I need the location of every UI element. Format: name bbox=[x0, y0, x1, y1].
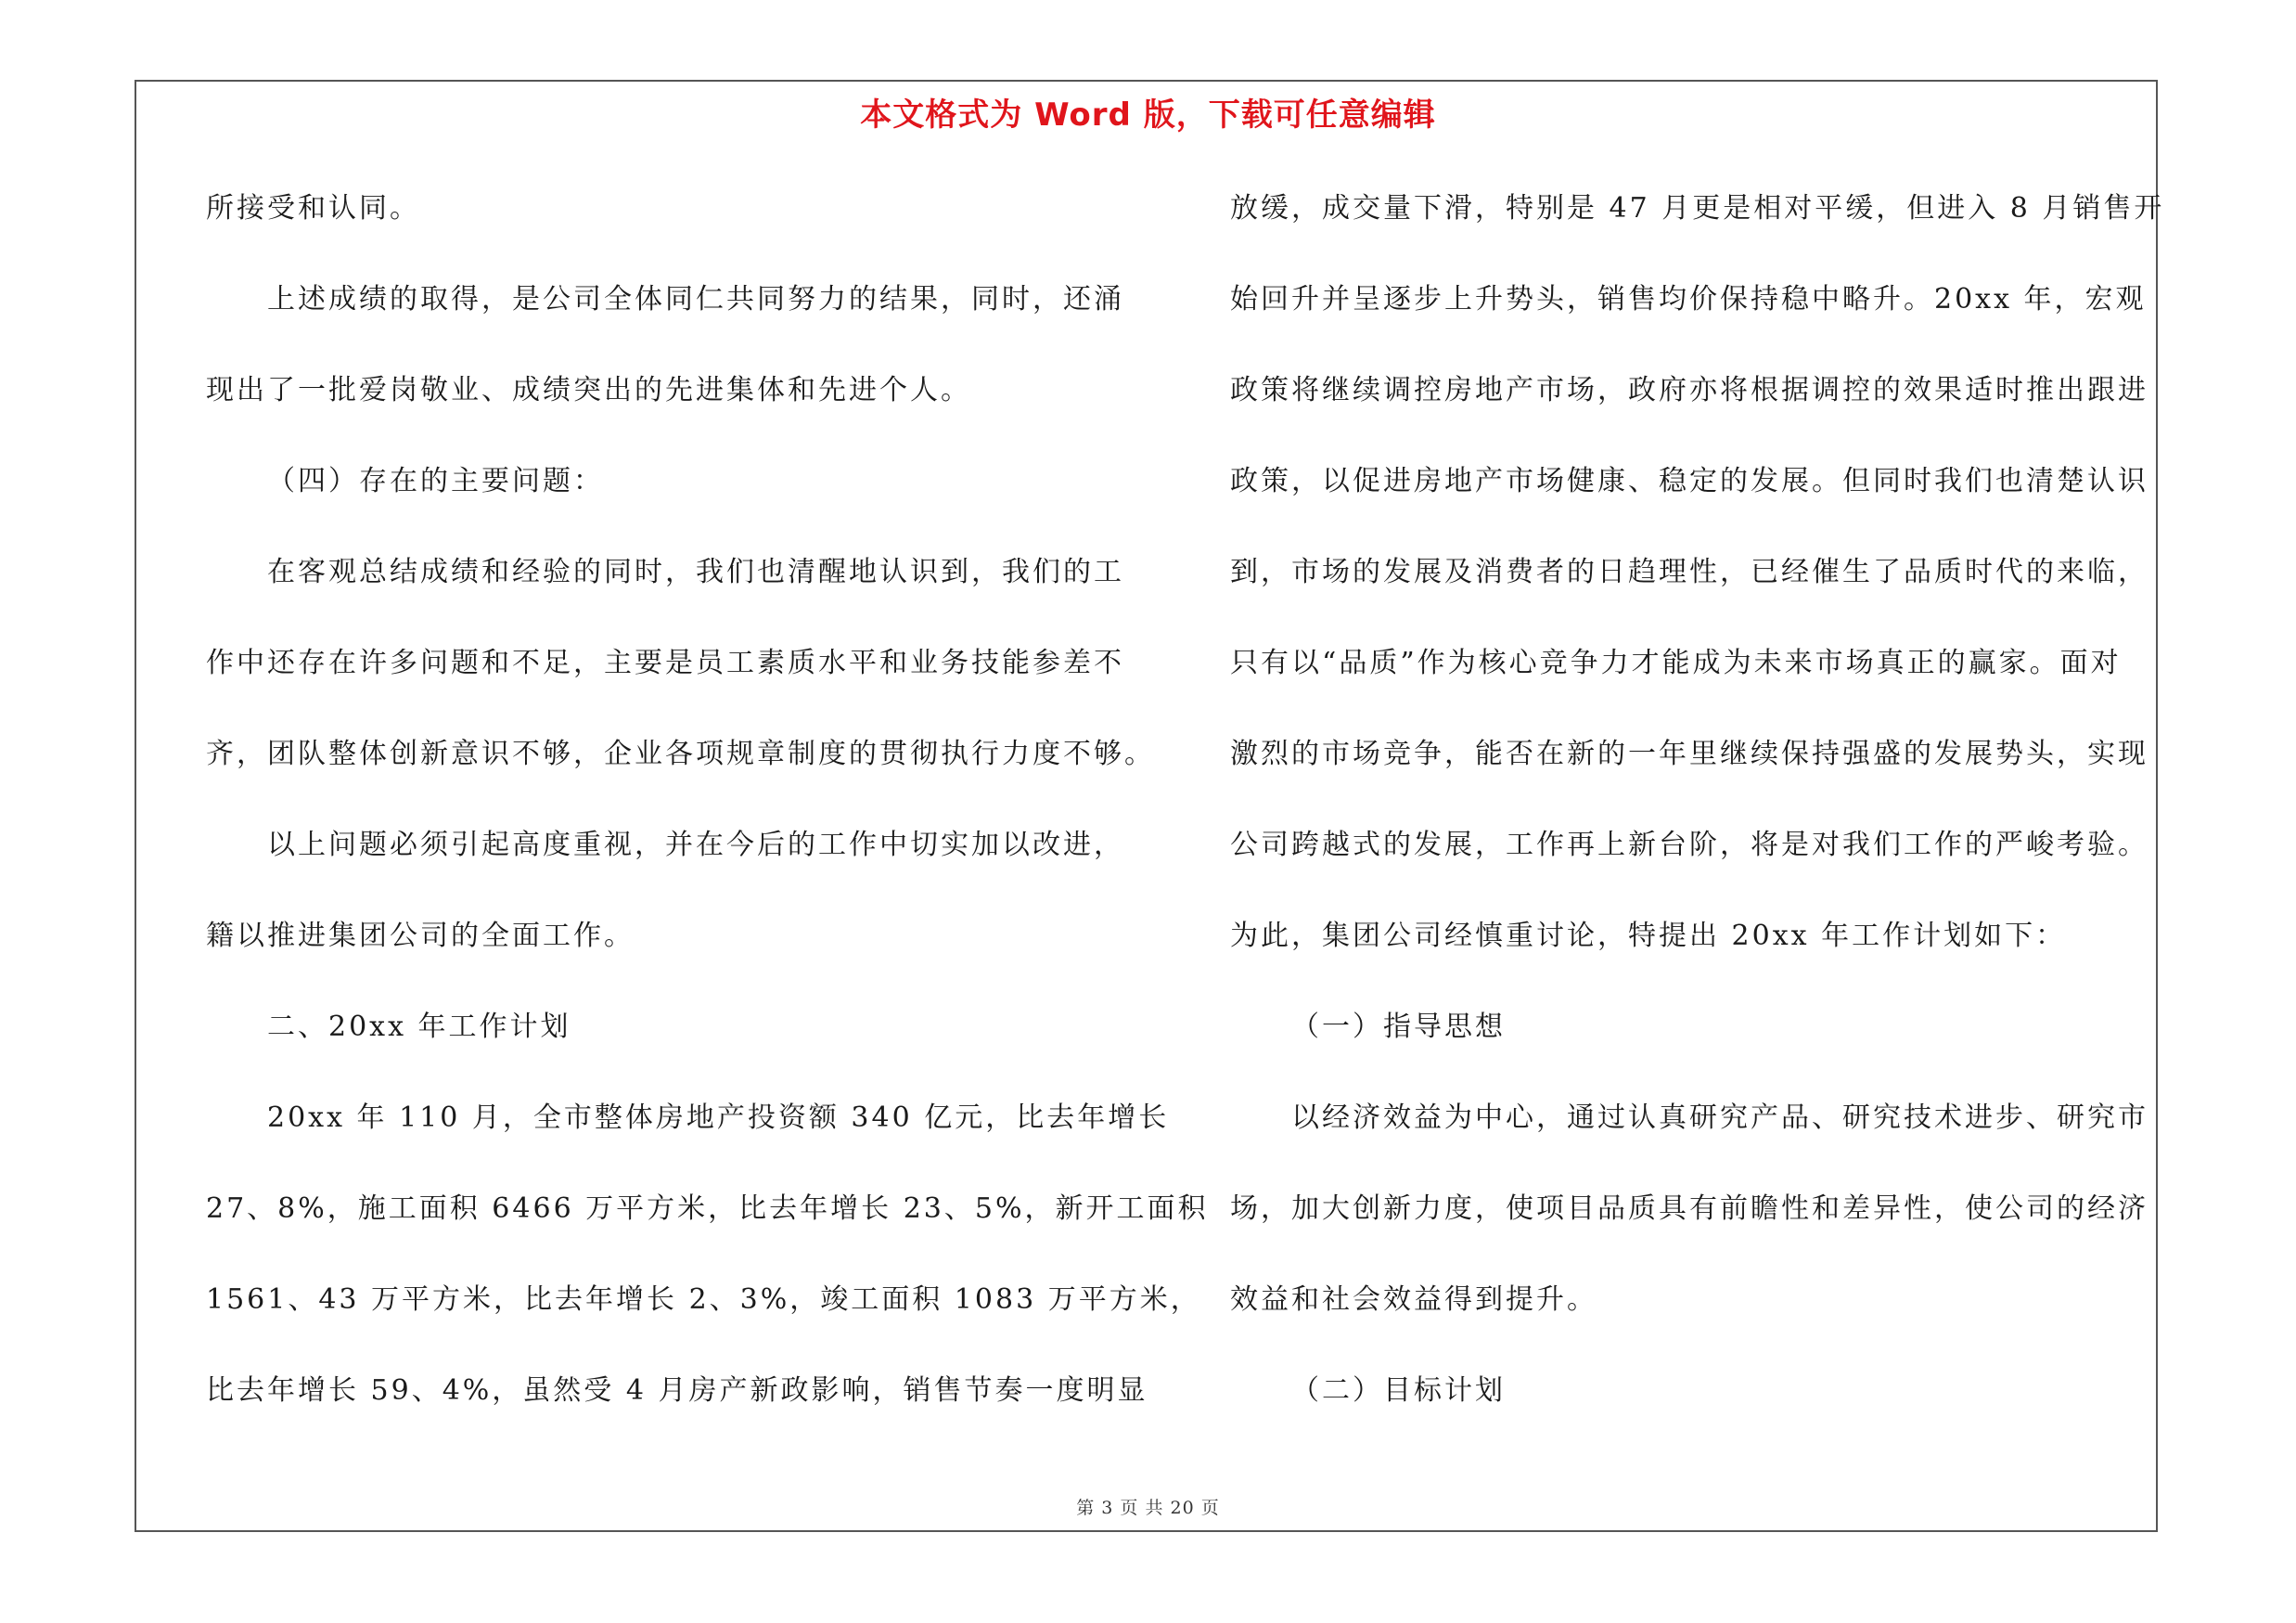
text-line: 放缓，成交量下滑，特别是 47 月更是相对平缓，但进入 8 月销售开 bbox=[1230, 192, 2165, 225]
text-line: 籍以推进集团公司的全面工作。 bbox=[206, 920, 635, 952]
text-line: 激烈的市场竞争，能否在新的一年里继续保持强盛的发展势头，实现 bbox=[1230, 738, 2148, 770]
right-text-column bbox=[1230, 181, 2167, 1454]
text-line: 到，市场的发展及消费者的日趋理性，已经催生了品质时代的来临， bbox=[1230, 556, 2148, 588]
text-line: 效益和社会效益得到提升。 bbox=[1230, 1283, 1597, 1316]
text-line: 政策，以促进房地产市场健康、稳定的发展。但同时我们也清楚认识 bbox=[1230, 465, 2148, 497]
text-line: 1561、43 万平方米，比去年增长 2、3%，竣工面积 1083 万平方米， bbox=[206, 1283, 1201, 1316]
text-line: 为此，集团公司经慎重讨论，特提出 20xx 年工作计划如下： bbox=[1230, 920, 2067, 952]
page-number-footer: 第 3 页 共 20 页 bbox=[1076, 1498, 1220, 1518]
text-line: 在客观总结成绩和经验的同时，我们也清醒地认识到，我们的工 bbox=[267, 556, 1124, 588]
text-line: 始回升并呈逐步上升势头，销售均价保持稳中略升。20xx 年，宏观 bbox=[1230, 283, 2147, 316]
text-line: 齐，团队整体创新意识不够，企业各项规章制度的贯彻执行力度不够。 bbox=[206, 738, 1155, 770]
text-line: 二、20xx 年工作计划 bbox=[267, 1011, 571, 1043]
text-line: 场，加大创新力度，使项目品质具有前瞻性和差异性，使公司的经济 bbox=[1230, 1192, 2148, 1225]
text-line: 27、8%，施工面积 6466 万平方米，比去年增长 23、5%，新开工面积 bbox=[206, 1192, 1209, 1225]
text-line: 所接受和认同。 bbox=[206, 192, 420, 225]
text-line: 只有以“品质”作为核心竞争力才能成为未来市场真正的赢家。面对 bbox=[1230, 647, 2122, 679]
text-line: 公司跨越式的发展，工作再上新台阶，将是对我们工作的严峻考验。 bbox=[1230, 829, 2148, 861]
left-text-column bbox=[206, 181, 1209, 1454]
text-line: 比去年增长 59、4%，虽然受 4 月房产新政影响，销售节奏一度明显 bbox=[206, 1374, 1148, 1407]
text-line: （一）指导思想 bbox=[1291, 1011, 1506, 1043]
text-line: 政策将继续调控房地产市场，政府亦将根据调控的效果适时推出跟进 bbox=[1230, 374, 2148, 406]
text-line: 以经济效益为中心，通过认真研究产品、研究技术进步、研究市 bbox=[1291, 1101, 2148, 1134]
text-line: 以上问题必须引起高度重视，并在今后的工作中切实加以改进， bbox=[267, 829, 1124, 861]
text-line: （四）存在的主要问题： bbox=[267, 465, 604, 497]
text-line: 作中还存在许多问题和不足，主要是员工素质水平和业务技能参差不 bbox=[206, 647, 1124, 679]
text-line: （二）目标计划 bbox=[1291, 1374, 1506, 1407]
word-format-banner: 本文格式为 Word 版，下载可任意编辑 bbox=[860, 97, 1436, 134]
text-line: 现出了一批爱岗敬业、成绩突出的先进集体和先进个人。 bbox=[206, 374, 971, 406]
text-line: 上述成绩的取得，是公司全体同仁共同努力的结果，同时，还涌 bbox=[267, 283, 1124, 316]
text-line: 20xx 年 110 月，全市整体房地产投资额 340 亿元，比去年增长 bbox=[267, 1101, 1170, 1134]
